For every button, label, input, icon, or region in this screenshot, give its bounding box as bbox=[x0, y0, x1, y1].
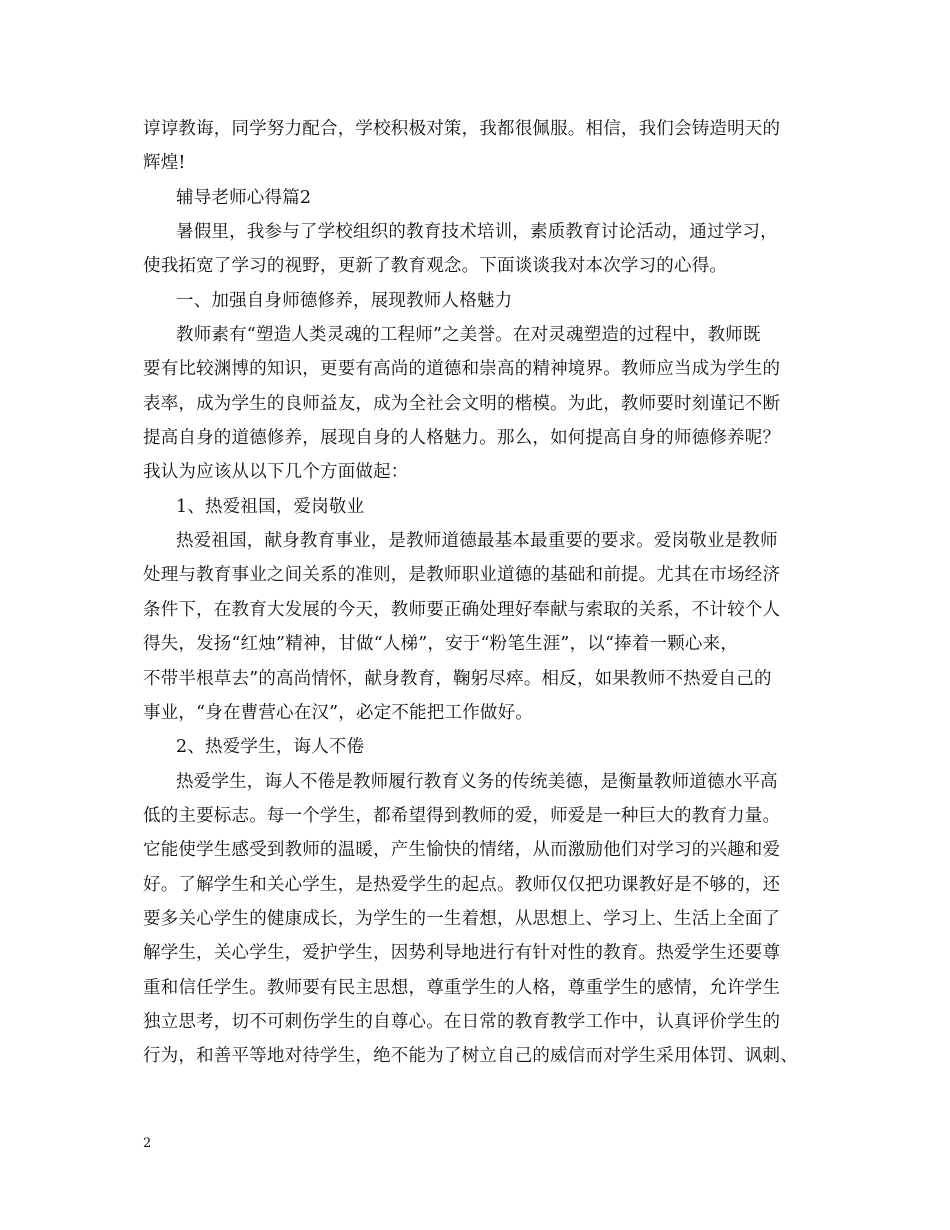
text-line: 2、热爱学生，诲人不倦 bbox=[176, 737, 365, 758]
text-line: 要有比较渊博的知识，更要有高尚的道德和崇高的精神境界。教师应当成为学生的 bbox=[143, 359, 781, 380]
text-line: 重和信任学生。教师要有民主思想，尊重学生的人格，尊重学生的感情，允许学生 bbox=[143, 977, 781, 998]
text-line: 辅导老师心得篇2 bbox=[176, 187, 312, 208]
text-line: 我认为应该从以下几个方面做起： bbox=[143, 462, 409, 483]
text-line: 解学生，关心学生，爱护学生，因势利导地进行有针对性的教育。热爱学生还要尊 bbox=[143, 943, 781, 964]
text-line: 条件下，在教育大发展的今天，教师要正确处理好奉献与索取的关系，不计较个人 bbox=[143, 599, 781, 620]
text-line: 不带半根草去”的高尚情怀，献身教育，鞠躬尽瘁。相反，如果教师不热爱自己的 bbox=[143, 668, 772, 689]
text-line: 得失，发扬“红烛”精神，甘做“人梯”，安于“粉笔生涯”，以“捧着一颗心来， bbox=[143, 634, 739, 655]
text-line: 低的主要标志。每一个学生，都希望得到教师的爱，师爱是一种巨大的教育力量。 bbox=[143, 805, 781, 826]
text-line: 独立思考，切不可刺伤学生的自尊心。在日常的教育教学工作中，认真评价学生的 bbox=[143, 1011, 781, 1032]
text-line: 使我拓宽了学习的视野，更新了教育观念。下面谈谈我对本次学习的心得。 bbox=[143, 256, 728, 277]
text-line: 谆谆教诲，同学努力配合，学校积极对策，我都很佩服。相信，我们会铸造明天的 bbox=[143, 119, 781, 139]
text-line: 辉煌! bbox=[143, 153, 186, 174]
text-line: 暑假里，我参与了学校组织的教育技术培训，素质教育讨论活动，通过学习， bbox=[176, 222, 778, 243]
text-line: 1、热爱祖国，爱岗敬业 bbox=[176, 496, 365, 517]
document-body bbox=[143, 112, 813, 1074]
text-line: 一、加强自身师德修养，展现教师人格魅力 bbox=[176, 290, 513, 311]
text-line: 教师素有“塑造人类灵魂的工程师”之美誉。在对灵魂塑造的过程中，教师既 bbox=[176, 325, 761, 346]
text-line: 处理与教育事业之间关系的准则，是教师职业道德的基础和前提。尤其在市场经济 bbox=[143, 565, 781, 586]
text-line: 它能使学生感受到教师的温暖，产生愉快的情绪，从而激励他们对学习的兴趣和爱 bbox=[143, 840, 781, 861]
text-line: 好。了解学生和关心学生，是热爱学生的起点。教师仅仅把功课教好是不够的，还 bbox=[143, 874, 781, 895]
text-line: 事业，“身在曹营心在汉”，必定不能把工作做好。 bbox=[143, 702, 533, 723]
text-line: 提高自身的道德修养，展现自身的人格魅力。那么，如何提高自身的师德修养呢？ bbox=[143, 428, 781, 449]
text-line: 要多关心学生的健康成长，为学生的一生着想，从思想上、学习上、生活上全面了 bbox=[143, 908, 781, 929]
text-line: 热爱祖国，献身教育事业，是教师道德最基本最重要的要求。爱岗敬业是教师 bbox=[176, 531, 778, 552]
text-line: 热爱学生，诲人不倦是教师履行教育义务的传统美德，是衡量教师道德水平高 bbox=[176, 771, 778, 792]
page-number: 2 bbox=[143, 1136, 152, 1151]
text-line: 行为，和善平等地对待学生，绝不能为了树立自己的威信而对学生采用体罚、讽刺、 bbox=[143, 1046, 798, 1067]
text-line: 表率，成为学生的良师益友，成为全社会文明的楷模。为此，教师要时刻谨记不断 bbox=[143, 393, 781, 414]
